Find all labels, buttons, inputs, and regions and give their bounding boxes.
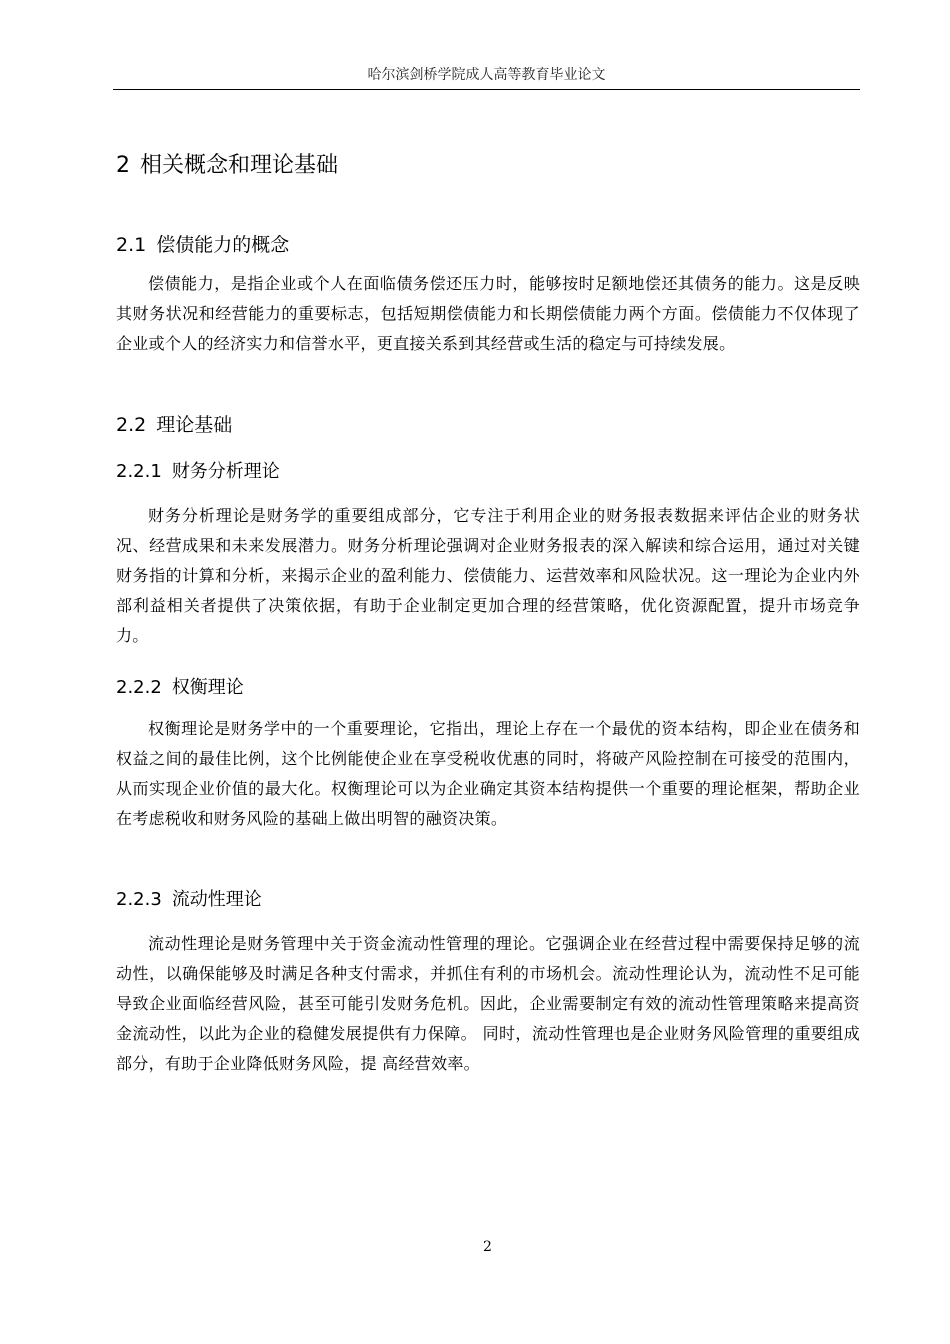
subsection-heading-2-2-2 [116, 673, 244, 699]
subsection-heading-2-2-3 [116, 885, 262, 911]
subsection-number: 2.2.3 [116, 889, 162, 910]
section-heading-2-2 [116, 410, 232, 437]
subsection-title: 流动性理论 [171, 889, 262, 910]
chapter-title: 相关概念和理论基础 [140, 153, 339, 178]
paragraph-financial-analysis: 财务分析理论是财务学的重要组成部分，它专注于利用企业的财务报表数据来评估企业的财务状况、经营成果和未来发展潜力。财务分析理论强调对企业财务报表的深入解读和综合运用，通过对关键财务指的计算和分析，来揭示企业的盈利能力、偿债能力、运营效率和风险状况。这一理论为企业内外部利益相关者提供了决策依据，有助于企业制定更加合理的经营策略，优化资源配置，提升市场竞争力。 [116, 506, 860, 645]
subsection-heading-2-2-1 [116, 457, 280, 483]
section-number: 2.1 [116, 234, 147, 256]
section-title: 理论基础 [156, 414, 233, 436]
paragraph-solvency-concept: 偿债能力，是指企业或个人在面临债务偿还压力时，能够按时足额地偿还其债务的能力。这是反映其财务状况和经营能力的重要标志，包括短期偿债能力和长期偿债能力两个方面。偿债能力不仅体现了企业或个人的经济实力和信誉水平，更直接关系到其经营或生活的稳定与可持续发展。 [116, 274, 860, 353]
running-header: 哈尔滨剑桥学院成人高等教育毕业论文 [367, 67, 606, 83]
chapter-heading [116, 148, 338, 179]
subsection-title: 权衡理论 [171, 677, 244, 698]
section-number: 2.2 [116, 414, 147, 436]
section-title: 偿债能力的概念 [156, 234, 290, 256]
paragraph-tradeoff-theory: 权衡理论是财务学中的一个重要理论，它指出，理论上存在一个最优的资本结构，即企业在债务和权益之间的最佳比例，这个比例能使企业在享受税收优惠的同时，将破产风险控制在可接受的范围内，从而实现企业价值的最大化。权衡理论可以为企业确定其资本结构提供一个重要的理论框架，帮助企业在考虑税收和财务风险的基础上做出明智的融资决策。 [116, 719, 860, 828]
paragraph-liquidity-theory: 流动性理论是财务管理中关于资金流动性管理的理论。它强调企业在经营过程中需要保持足够的流动性，以确保能够及时满足各种支付需求，并抓住有利的市场机会。流动性理论认为，流动性不足可能导致企业面临经营风险，甚至可能引发财务危机。因此，企业需要制定有效的流动性管理策略来提高资金流动性，以此为企业的稳健发展提供有力保障。 同时，流动性管理也是企业财务风险管理的重要组成部分，有助于企业降低财务风险，提 高经营效率。 [116, 934, 860, 1073]
subsection-title: 财务分析理论 [171, 461, 280, 482]
header-divider [113, 89, 860, 90]
subsection-number: 2.2.1 [116, 461, 162, 482]
page-number: 2 [483, 1239, 492, 1255]
subsection-number: 2.2.2 [116, 677, 162, 698]
section-heading-2-1 [116, 230, 289, 257]
chapter-number: 2 [116, 153, 130, 178]
